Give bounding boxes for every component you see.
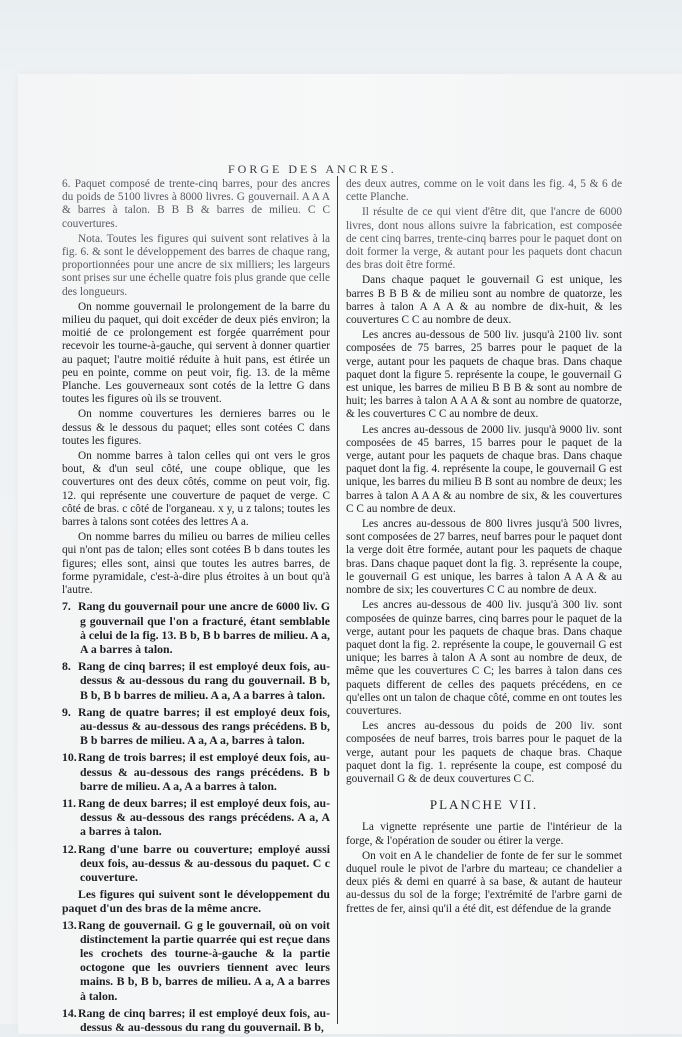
paragraph-couvertures: On nomme couvertures les dernieres barres ou le dessus & le dessous du paquet; elles sont cotées C dans toutes les figures. <box>62 408 330 447</box>
list-item-14: 14.Rang de cinq barres; il est employé deux fois, au-dessus & au-dessous du rang du gouvernail. B b, <box>62 1005 330 1034</box>
running-header: FORGE DES ANCRES. <box>228 162 397 176</box>
paragraph-cont: des deux autres, comme on le voit dans les fig. 4, 5 & 6 de cette Planche. <box>346 178 622 204</box>
paragraph-200-liv: Les ancres au-dessous du poids de 200 liv. sont composées de neuf barres, trois barres pour le paquet de la verge, autant pour les paquets de chaque bras. Chaque paquet dont la fig. 1. représente la coupe, est composé du gouvernail G & de deux couvertures C C. <box>346 720 622 785</box>
list-item-7: 7. Rang du gouvernail pour une ancre de 6000 liv. G g gouvernail que l'on a fracturé, étant semblable à celui de la fig. 13. B b, B b barres de milieu. A a, A a barres à talon. <box>62 599 330 656</box>
section-heading-planche: PLANCHE VII. <box>429 797 539 813</box>
paragraph-chandelier: On voit en A le chandelier de fonte de fer sur le sommet duquel roule le pivot de l'arbre du marteau; ce chandelier a deux piés & demi en quarré à sa base, & autant de hauteur au-dessus du sol de la forge; l'extrémité de l'arbre garni de frettes de fer, ainsi qu'il a été dit, est défendue de la grande <box>346 849 622 915</box>
column-divider <box>337 176 338 1024</box>
list-item-8: 8. Rang de cinq barres; il est employé deux fois, au-dessus & au-dessous du rang du gouvernail. B b, B b, B b barres de milieu. A a, A a barres à talon. <box>62 659 330 702</box>
paragraph-400-liv: Les ancres au-dessous de 400 liv. jusqu'à 300 liv. sont composées de quinze barres, cinq barres pour le paquet de la verge, autant pour les paquets de chaque bras. Dans chaque paquet dont la fig. 2. représente la coupe, le gouvernail G est unique; les barres à talon A A sont au nombre de deux, de même que les couvertures C C; les barres à talon dans ces paquets different de celles des paquets précédens, en ce qu'elles ont un talon de chaque côté, comme en ont toutes les couvertures. <box>346 599 622 717</box>
paragraph-800-liv: Les ancres au-dessous de 800 livres jusqu'à 500 livres, sont composées de 27 barres, neuf barres pour le paquet dont la verge doit être formée, autant pour les paquets de chaque bras. Dans chaque paquet dont la fig. 3. représente la coupe, le gouvernail G est unique, les barres à talon A A A & au nombre de six; les couvertures C C au nombre de deux. <box>346 518 622 597</box>
paragraph-500-liv: Les ancres au-dessous de 500 liv. jusqu'à 2100 liv. sont composées de 75 barres, 25 barres pour le paquet de la verge, autant pour les paquets de chaque bras. Dans chaque paquet dont la figure 5. représente la coupe, le gouvernail G est unique, les barres de milieu B B B & sont au nombre de huit; les barres à talon A A A & sont au nombre de quatorze, & les couvertures C C au nombre de deux. <box>346 329 622 421</box>
list-item-12: 12.Rang d'une barre ou couverture; employé aussi deux fois, au-dessus & au-dessous du paquet. C c couverture. <box>62 841 330 884</box>
list-item-13: 13.Rang de gouvernail. G g le gouvernail, où on voit distinctement la partie quarrée qui est reçue dans les crochets des tourne-à-gauche & la partie octogone que les ouvriers tiennent avec leurs mains. B b, B b, barres de milieu. A a, A a barres à talon. <box>62 917 330 1003</box>
paragraph-gouvernail: On nomme gouvernail le prolongement de la barre du milieu du paquet, qui doit excéder de deux piés environ; la moitié de ce prolongement est forgée quarrément pour recevoir les tourne-à-gauche, qui servent à donner quartier au paquet; l'autre moitié réduite à huit pans, est étirée un peu en pointe, comme on peut voir, fig. 13. de la même Planche. Les gouverneaux sont cotés de la lettre G dans toutes les figures où ils se trouvent. <box>62 300 330 406</box>
paragraph-resulte: Il résulte de ce qui vient d'être dit, que l'ancre de 6000 livres, dont nous allons suivre la fabrication, est composée de cent cinq barres, trente-cinq barres pour le paquet dont on doit former la verge, & autant pour les paquets dont chacun des bras doit être formé. <box>346 206 622 272</box>
list-item-10: 10.Rang de trois barres; il est employé deux fois, au-dessus & au-dessous des rangs précédens. B b barre de milieu. A a, A a barres à talon. <box>62 750 330 793</box>
paragraph-chaque-paquet: Dans chaque paquet le gouvernail G est unique, les barres B B B & de milieu sont au nombre de quatorze, les barres à talon A A A & au nombre de dix-huit, & les couvertures C C au nombre de deux. <box>346 274 622 327</box>
list-item-11: 11. Rang de deux barres; il est employé deux fois, au-dessus & au-dessous des rangs précédens. A a, A a barres à talon. <box>62 795 330 839</box>
list-item-9: 9. Rang de quatre barres; il est employé deux fois, au-dessus & au-dessous des rangs précédens. B b, B b barres de milieu. A a, A a, barres à talon. <box>62 704 330 748</box>
left-column <box>62 178 330 1037</box>
paragraph-2000-liv: Les ancres au-dessous de 2000 liv. jusqu'à 9000 liv. sont composées de 45 barres, 15 barres pour le paquet de la verge, autant pour les paquets de chaque bras. Dans chaque paquet dont la fig. 4. représente la coupe, le gouvernail G est unique, les barres du milieu B B sont au nombre de deux; les barres à talon A A A & au nombre de six, & les couvertures C C au nombre de deux. <box>346 423 622 515</box>
paragraph-6: 6. Paquet composé de trente-cinq barres, pour des ancres du poids de 5100 livres à 8000 livres. G gouvernail. A A A & barres à talon. B B B & barres de milieu. C C couvertures. <box>62 178 330 230</box>
paragraph-barres-milieu: On nomme barres du milieu ou barres de milieu celles qui n'ont pas de talon; elles sont cotées B b dans toutes les figures; elles sont, ainsi que toutes les autres barres, de forme pyramidale, c'est-à-dire plus étroites à un bout qu'à l'autre. <box>62 531 330 597</box>
paragraph-bras: Les figures qui suivent sont le développement du paquet d'un des bras de la même ancre. <box>62 887 330 916</box>
right-column <box>346 178 622 918</box>
paragraph-nota: Nota. Toutes les figures qui suivent sont relatives à la fig. 6. & sont le développement des barres de chaque rang, proportionnées pour une ancre de six milliers; les largeurs sont prises sur une échelle quatre fois plus grande que celle des longueurs. <box>62 232 330 298</box>
paragraph-barres-talon: On nomme barres à talon celles qui ont vers le gros bout, & d'un seul côté, une coupe oblique, que les couvertures ont des deux côtés, comme on peut voir, fig. 12. qui représente une couverture de paquet de verge. C côté de bras. c côté de l'organeau. x y, u z talons; toutes les barres à talons sont cotées des lettres A a. <box>62 450 330 529</box>
paragraph-vignette: La vignette représente une partie de l'intérieur de la forge, & l'opération de souder ou étirer la verge. <box>346 821 622 847</box>
